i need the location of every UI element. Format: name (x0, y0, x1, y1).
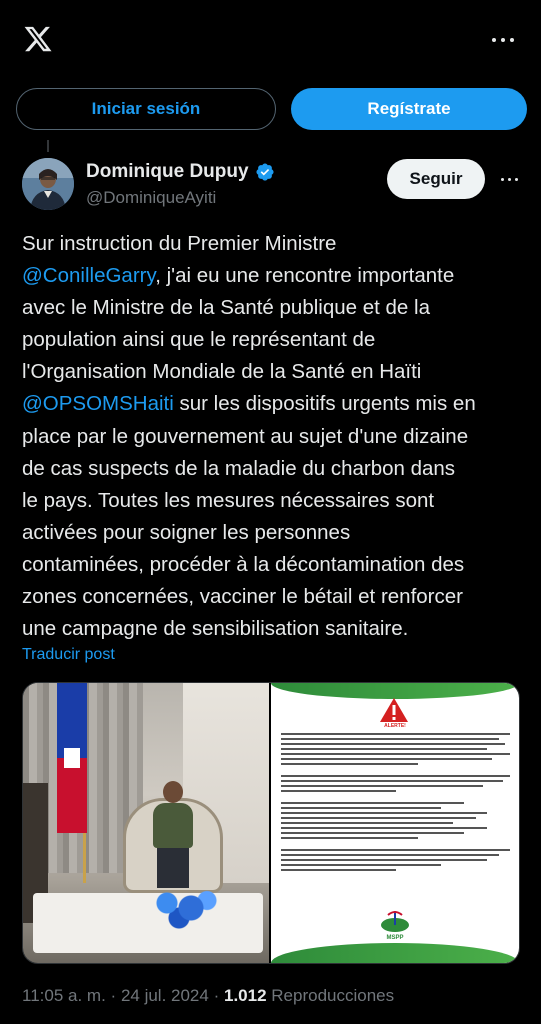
tweet-text-line (22, 228, 522, 260)
tweet-text-segment: sur les dispositifs urgents mis en (173, 392, 476, 416)
tweet-media (22, 682, 520, 964)
views-count: 1.012 (223, 986, 267, 1005)
alert-label: ALERTE! (384, 723, 406, 729)
doc-text-line (281, 827, 487, 829)
doc-text-line (281, 859, 487, 861)
alert-document-image[interactable] (271, 683, 519, 963)
tweet-text-segment: place par le gouvernement au sujet d'une dizaine (22, 424, 469, 448)
tweet-text-segment: une campagne de sensibilisation sanitaire. (22, 617, 409, 641)
doc-text-line (281, 832, 464, 834)
verified-badge-icon (255, 162, 275, 182)
tweet-text-segment: activées pour soigner les personnes (22, 520, 351, 544)
doc-text-line (281, 802, 464, 804)
doc-text-line (281, 822, 453, 824)
top-bar (0, 0, 541, 80)
tweet-text-segment: de cas suspects de la maladie du charbon dans (22, 456, 456, 480)
mspp-emblem-icon (379, 909, 411, 933)
tweet-time[interactable]: 11:05 a. m. (22, 986, 106, 1005)
doc-text-line (281, 785, 483, 787)
mspp-label: MSPP (386, 935, 404, 941)
doc-text-line (281, 817, 476, 819)
x-logo-icon[interactable] (22, 24, 54, 54)
doc-text-line (281, 790, 396, 792)
author-handle[interactable]: @DominiqueAyiti (86, 188, 217, 207)
tweet-text-line (22, 356, 522, 388)
tweet-text-line (22, 485, 522, 517)
doc-text-line (281, 743, 505, 745)
tweet-more-icon[interactable] (497, 172, 521, 186)
tweet-text-line (22, 613, 522, 645)
doc-bottom-band (271, 943, 519, 963)
author-name-row (86, 161, 275, 183)
doc-text-line (281, 748, 487, 750)
meta-separator: · (213, 986, 220, 1005)
doc-text-line (281, 854, 499, 856)
author-name[interactable]: Dominique Dupuy (86, 161, 249, 182)
register-button[interactable]: Regístrate (291, 88, 527, 130)
tweet-text-segment: population ainsi que le représentant de (22, 328, 376, 352)
document-text-lines (281, 733, 510, 874)
tweet-text-line (22, 324, 522, 356)
tweet-text-line (22, 260, 522, 292)
tweet-text-line (22, 388, 522, 420)
tweet-text-segment: Sur instruction du Premier Ministre (22, 232, 337, 255)
mention-link[interactable]: @OPSOMSHaiti (22, 392, 174, 416)
mention-link[interactable]: @ConilleGarry (22, 264, 156, 288)
doc-text-line (281, 795, 510, 799)
blue-flowers (143, 883, 223, 933)
tweet-text-segment: contaminées, procéder à la décontamination des (22, 552, 465, 576)
thread-connector-line (47, 140, 49, 152)
doc-text-line (281, 763, 418, 765)
haiti-flag-red (57, 758, 87, 833)
translate-post-link[interactable]: Traducir post (22, 646, 115, 663)
doc-text-line (281, 837, 418, 839)
tweet-text-line (22, 581, 522, 613)
tweet-text-segment: l'Organisation Mondiale de la Santé en Haïti (22, 360, 422, 384)
tweet-text-line (22, 453, 522, 485)
follow-button[interactable]: Seguir (387, 159, 485, 199)
haiti-flag-crest (64, 748, 80, 768)
tweet-text-segment: , j'ai eu une rencontre importante (155, 264, 455, 288)
doc-text-line (281, 738, 499, 740)
tweet-text-line (22, 292, 522, 324)
tweet-text-segment: zones concernées, vacciner le bétail et renforcer (22, 585, 463, 609)
avatar[interactable] (22, 158, 74, 210)
doc-text-line (281, 869, 396, 871)
doc-text-line (281, 780, 503, 782)
tweet-text-line (22, 421, 522, 453)
tweet-meta (22, 986, 394, 1006)
auth-buttons (16, 88, 526, 130)
tweet-text (22, 228, 522, 645)
warning-triangle-icon (379, 697, 409, 723)
meta-separator: · (110, 986, 117, 1005)
doc-text-line (281, 812, 487, 814)
haiti-flag-blue (57, 683, 87, 758)
doc-text-line (281, 733, 510, 735)
doc-text-line (281, 849, 510, 851)
doc-text-line (281, 753, 510, 755)
login-button[interactable]: Iniciar sesión (16, 88, 276, 130)
tweet-text-segment: avec le Ministre de la Santé publique et de la (22, 296, 430, 320)
doc-text-line (281, 842, 510, 846)
tweet-text-line (22, 517, 522, 549)
tweet-text-segment: le pays. Toutes les mesures nécessaires sont (22, 488, 435, 512)
doc-text-line (281, 768, 510, 772)
views-label: Reproducciones (271, 986, 395, 1005)
doc-text-line (281, 864, 441, 866)
tweet-text-line (22, 549, 522, 581)
meeting-photo[interactable] (23, 683, 269, 963)
doc-text-line (281, 775, 510, 777)
avatar-portrait-icon (22, 158, 74, 210)
tweet-date[interactable]: 24 jul. 2024 (120, 986, 209, 1005)
doc-text-line (281, 758, 492, 760)
doc-text-line (281, 807, 441, 809)
more-horizontal-icon[interactable] (489, 30, 517, 50)
seated-person (153, 781, 193, 881)
